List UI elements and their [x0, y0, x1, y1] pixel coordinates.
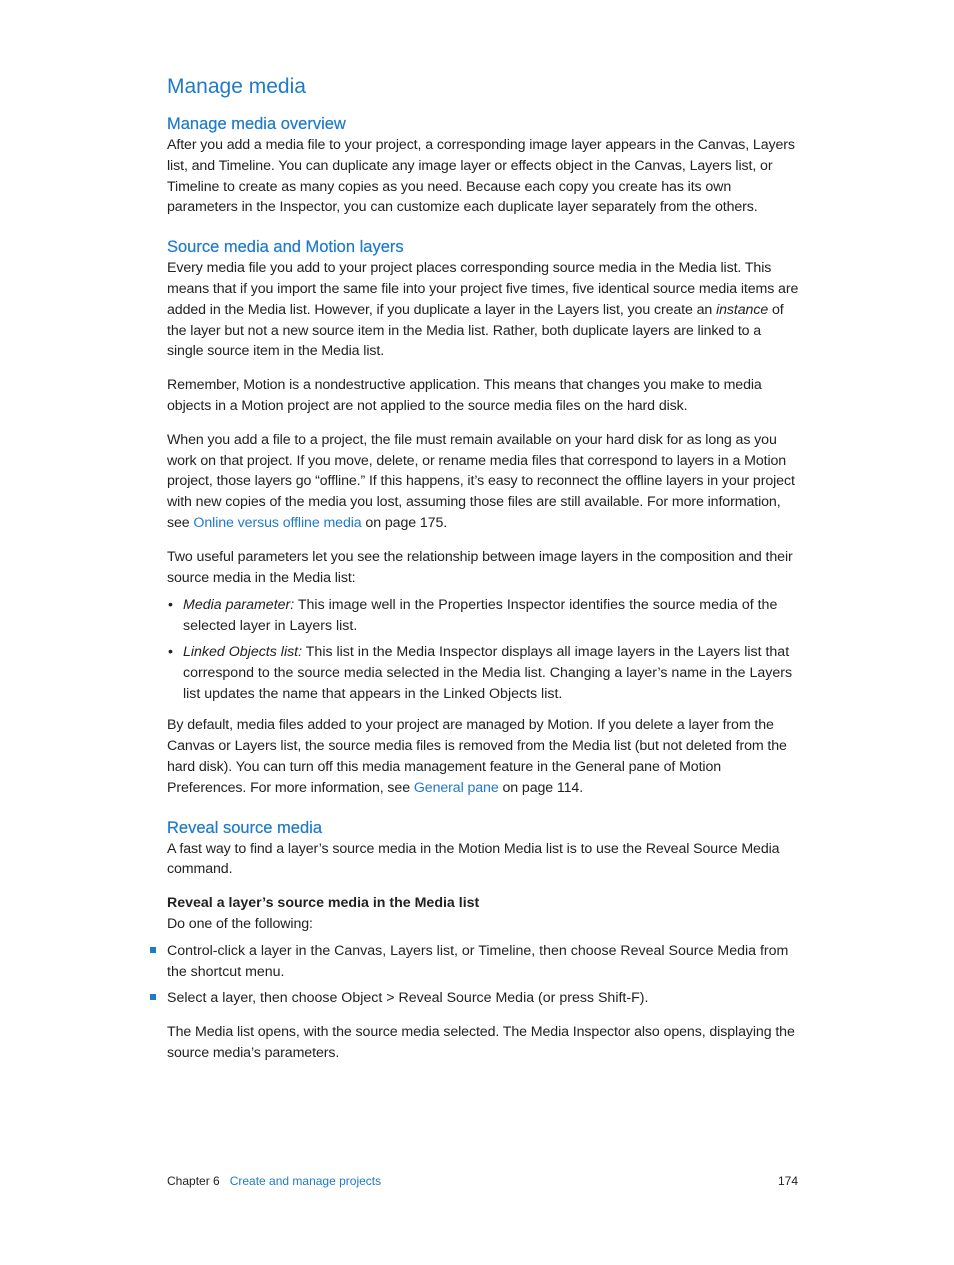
task-result: The Media list opens, with the source media selected. The Media Inspector also opens, displaying the source media’s parameters. [167, 1024, 795, 1061]
page-title: Manage media [167, 75, 306, 98]
list-item-linked-objects: • Linked Objects list: This list in the Media Inspector displays all image layers in the Layers list that correspond to the source media selected in the Media list. Changing a layer’s name in the Layers list updates the name that appears in the Linked Objects list. [168, 643, 793, 702]
page-footer [167, 1172, 799, 1190]
page-number: 174 [777, 1174, 798, 1188]
footer-chapter: Chapter 6 [167, 1174, 220, 1188]
task-steps [167, 941, 799, 1009]
section-heading-overview: Manage media overview [167, 115, 346, 133]
bullet-mark: • [168, 643, 173, 660]
source-paragraph-4: Two useful parameters let you see the relationship between image layers in the composition and their source media in the Media list: [167, 548, 793, 586]
link-online-versus-offline-media[interactable]: Online versus offline media [193, 514, 362, 531]
square-bullet-icon [150, 994, 156, 1000]
footer-chapter-title-link[interactable]: Create and manage projects [229, 1174, 382, 1188]
reveal-intro: A fast way to find a layer’s source media in the Motion Media list is to use the Reveal Source Media command. [167, 840, 780, 878]
task-step: Control-click a layer in the Canvas, Layers list, or Timeline, then choose Reveal Source Media from the shortcut menu. [167, 941, 799, 983]
source-paragraph-3: When you add a file to a project, the file must remain available on your hard disk for as long as you work on that project. If you move, delete, or rename media files that correspond to layers in a Motion project, those layers go “offline.” If this happens, it’s easy to reconnect the offline layers in your project with new copies of the media you lost, assuming those files are still available. For more information, see Online versus offline media on page 175. [167, 431, 795, 531]
task-title: Reveal a layer’s source media in the Media list [167, 895, 480, 912]
link-general-pane[interactable]: General pane [413, 779, 499, 796]
source-paragraph-5: By default, media files added to your project are managed by Motion. If you delete a layer from the Canvas or Layers list, the source media files is removed from the Media list (but not deleted from the hard disk). You can turn off this media management feature in the General pane of Motion Preferences. For more information, see General pane on page 114. [167, 717, 787, 796]
section-heading-source-media: Source media and Motion layers [167, 238, 404, 257]
task-step: Select a layer, then choose Object > Reveal Source Media (or press Shift-F). [167, 988, 799, 1009]
list-item-media-parameter: • Media parameter: This image well in the Properties Inspector identifies the source media of the selected layer in Layers list. [168, 597, 778, 635]
source-paragraph-2: Remember, Motion is a nondestructive application. This means that changes you make to media objects in a Motion project are not applied to the source media files on the hard disk. [167, 377, 762, 414]
bullet-mark: • [168, 597, 173, 614]
square-bullet-icon [150, 947, 156, 953]
overview-paragraph: After you add a media file to your project, a corresponding image layer appears in the Canvas, Layers list, and Timeline. You can duplicate any image layer or effects object in the Canvas, Layers list, or Timeline to create as many copies as you need. Because each copy you create has its own parameters in the Inspector, you can customize each duplicate layer separately from the others. [167, 137, 795, 216]
parameter-list [167, 595, 799, 704]
page-content [167, 72, 799, 1064]
instance-term: instance [716, 301, 769, 318]
source-paragraph-1: Every media file you add to your project places corresponding source media in the Media list. This means that if you import the same file into your project five times, five identical source media items are added in the Media list. However, if you duplicate a layer in the Layers list, you create an instance of the layer but not a new source item in the Media list. Rather, both duplicate layers are linked to a single source item in the Media list. [167, 260, 799, 360]
section-heading-reveal-source-media: Reveal source media [167, 818, 322, 837]
task-lead: Do one of the following: [167, 915, 313, 932]
